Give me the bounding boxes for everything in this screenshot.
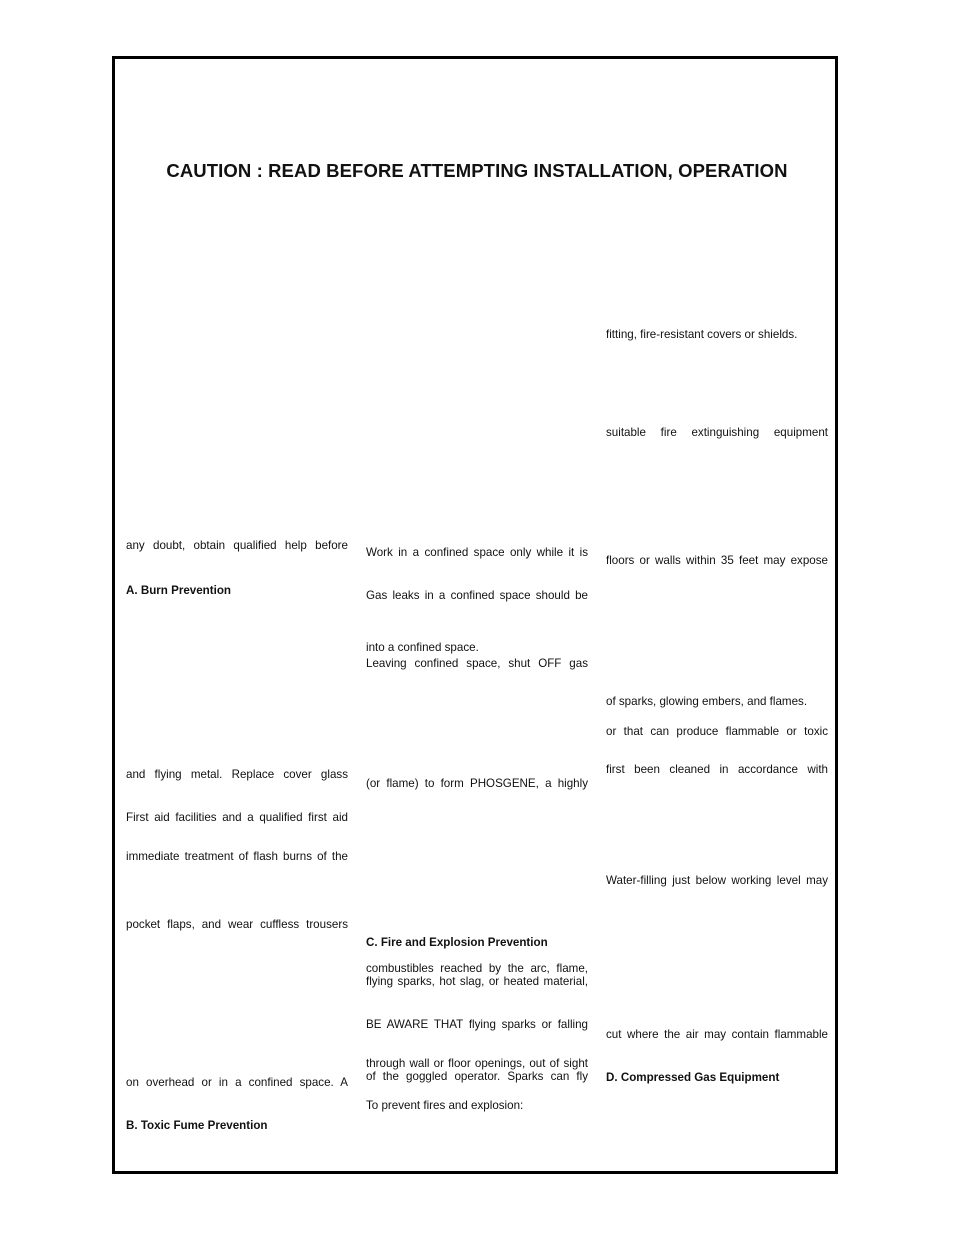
- col2-line-1: Work in a confined space only while it is: [366, 546, 588, 559]
- col3-line-5: or that can produce flammable or toxic: [606, 725, 828, 738]
- col3-line-3: floors or walls within 35 feet may expose: [606, 554, 828, 567]
- col2-line-11: To prevent fires and explosion:: [366, 1099, 524, 1112]
- heading-compressed-gas-equipment: D. Compressed Gas Equipment: [606, 1071, 780, 1084]
- col3-line-4: of sparks, glowing embers, and flames.: [606, 695, 808, 708]
- col1-line-2: and flying metal. Replace cover glass: [126, 768, 348, 781]
- col1-line-3: First aid facilities and a qualified first aid: [126, 811, 348, 824]
- col1-line-4: immediate treatment of flash burns of the: [126, 850, 348, 863]
- heading-burn-prevention: A. Burn Prevention: [126, 584, 232, 597]
- col2-line-8: BE AWARE THAT flying sparks or falling: [366, 1018, 588, 1031]
- col2-line-6: combustibles reached by the arc, flame,: [366, 962, 588, 975]
- col3-line-8: cut where the air may contain flammable: [606, 1028, 828, 1041]
- col1-line-6: on overhead or in a confined space. A: [126, 1076, 348, 1089]
- col2-line-5: (or flame) to form PHOSGENE, a highly: [366, 777, 588, 790]
- col3-line-6: first been cleaned in accordance with: [606, 763, 828, 776]
- col1-line-1: any doubt, obtain qualified help before: [126, 539, 348, 552]
- col2-line-4: Leaving confined space, shut OFF gas: [366, 657, 588, 670]
- col2-line-7: flying sparks, hot slag, or heated material,: [366, 975, 588, 988]
- col2-line-10: of the goggled operator. Sparks can fly: [366, 1070, 588, 1083]
- col3-line-2: suitable fire extinguishing equipment: [606, 426, 828, 439]
- page-border: [112, 56, 838, 1174]
- col3-line-1: fitting, fire-resistant covers or shields.: [606, 328, 798, 341]
- col1-line-5: pocket flaps, and wear cuffless trousers: [126, 918, 348, 931]
- col2-line-2: Gas leaks in a confined space should be: [366, 589, 588, 602]
- page-title: CAUTION : READ BEFORE ATTEMPTING INSTALLATION, OPERATION: [166, 160, 788, 181]
- col2-line-9: through wall or floor openings, out of sight: [366, 1057, 588, 1070]
- heading-fire-explosion-prevention: C. Fire and Explosion Prevention: [366, 936, 548, 949]
- col3-line-7: Water-filling just below working level may: [606, 874, 828, 887]
- col2-line-3: into a confined space.: [366, 641, 479, 654]
- heading-toxic-fume-prevention: B. Toxic Fume Prevention: [126, 1119, 268, 1132]
